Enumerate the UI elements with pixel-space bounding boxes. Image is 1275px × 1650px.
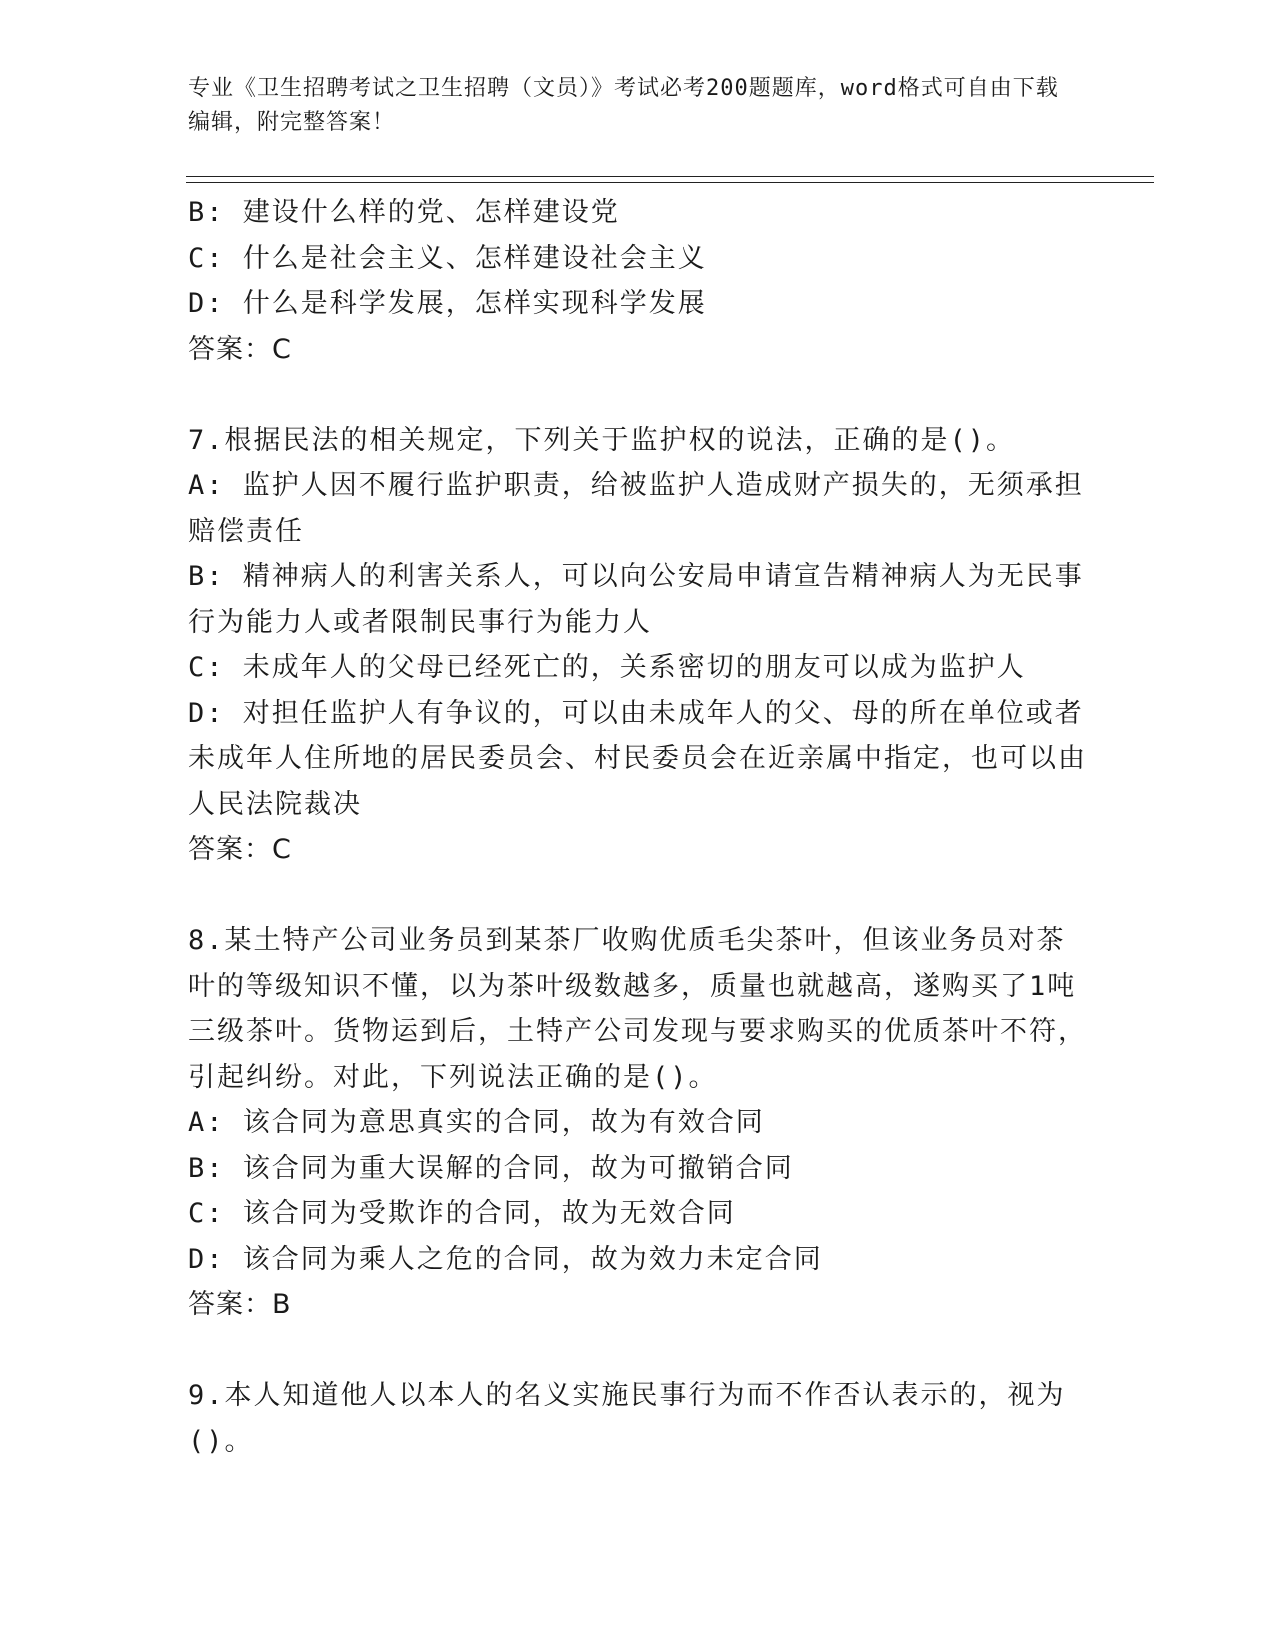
q7-option-c: C: 未成年人的父母已经死亡的，关系密切的朋友可以成为监护人 [188,652,1026,683]
q6-option-c: C: 什么是社会主义、怎样建设社会主义 [188,242,707,274]
spacer [188,1328,1088,1374]
header-divider-top [186,176,1154,177]
spacer [188,372,1088,418]
q6-option-b: B: 建设什么样的党、怎样建设党 [188,197,620,228]
q8-option-a: A: 该合同为意思真实的合同，故为有效合同 [188,1107,765,1138]
q9-question: 9.本人知道他人以本人的名义实施民事行为而不作否认表示的，视为()。 [188,1380,1066,1457]
q6-answer: 答案：C [188,333,292,365]
q8-option-b: B: 该合同为重大误解的合同，故为可撤销合同 [188,1152,794,1184]
q8-answer: 答案：B [188,1289,292,1320]
spacer [188,873,1088,919]
q8-option-d: D: 该合同为乘人之危的合同，故为效力未定合同 [188,1243,823,1275]
q8-option-c: C: 该合同为受欺诈的合同，故为无效合同 [188,1198,736,1229]
q7-option-a: A: 监护人因不履行监护职责，给被监护人造成财产损失的，无须承担赔偿责任 [188,470,1084,547]
document-header: 专业《卫生招聘考试之卫生招聘（文员）》考试必考200题题库，word格式可自由下载编辑，附完整答案！ [188,76,1059,135]
q6-option-d: D: 什么是科学发展，怎样实现科学发展 [188,288,707,319]
q7-option-b: B: 精神病人的利害关系人，可以向公安局申请宣告精神病人为无民事行为能力人或者限制民事行为能力人 [188,561,1084,638]
q7-answer: 答案：C [188,834,292,865]
q7-option-d: D: 对担任监护人有争议的，可以由未成年人的父、母的所在单位或者未成年人住所地的居民委员会、村民委员会在近亲属中指定，也可以由人民法院裁决 [188,697,1087,820]
question-content [188,190,1088,1464]
q8-question: 8.某土特产公司业务员到某茶厂收购优质毛尖茶叶，但该业务员对茶叶的等级知识不懂，以为茶叶级数越多，质量也就越高，遂购买了1吨三级茶叶。货物运到后，土特产公司发现与要求购买的优质茶叶不符，引起纠纷。对此，下列说法正确的是()。 [188,925,1087,1093]
q7-question: 7.根据民法的相关规定，下列关于监护权的说法，正确的是()。 [188,424,1016,456]
header-divider-bottom [186,182,1154,183]
